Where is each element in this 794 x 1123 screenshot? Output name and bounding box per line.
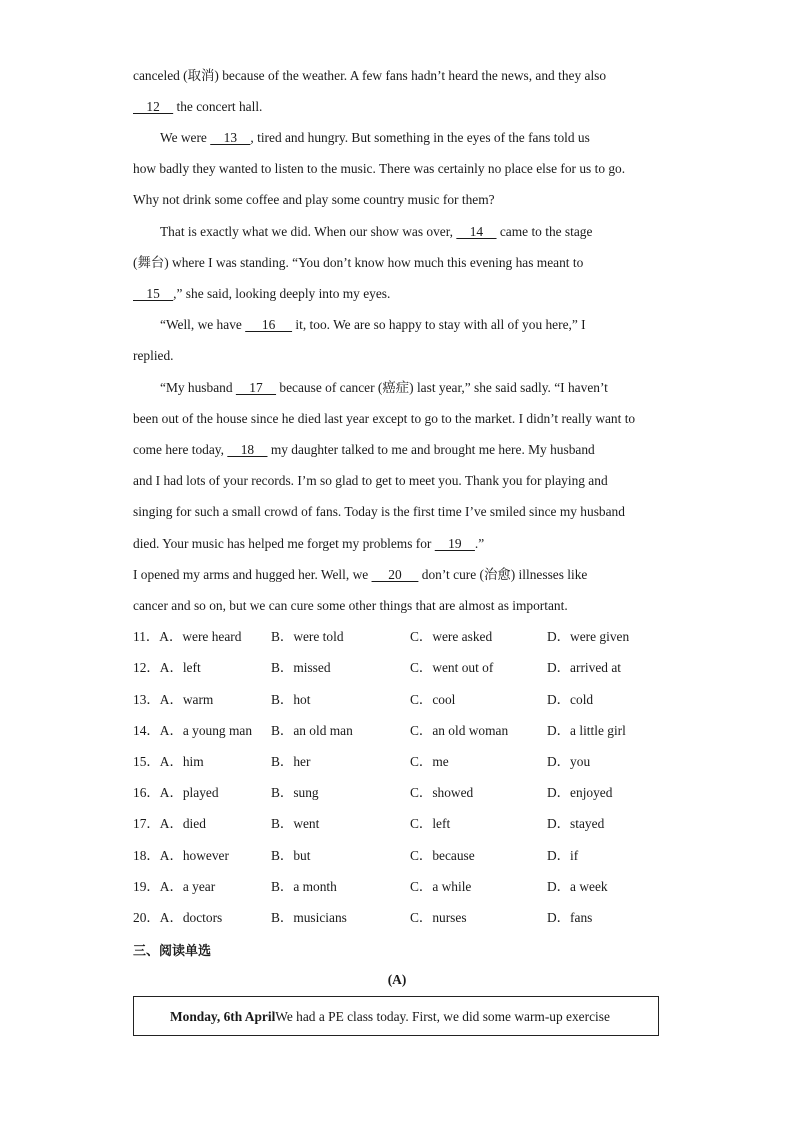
blank-15[interactable]: 15 (133, 286, 174, 301)
text: replied. (133, 348, 174, 363)
text: ,” she said, looking deeply into my eyes. (173, 286, 391, 301)
text: Why not drink some coffee and play some country music for them? (133, 192, 495, 207)
text: how badly they wanted to listen to the music. There was certainly no place else for us to go. (133, 161, 626, 176)
option-c[interactable]: C．went out of (410, 660, 494, 675)
box-body: We had a PE class today. First, we did some warm-up exercise (275, 1009, 610, 1024)
option-d[interactable]: D．stayed (547, 816, 605, 831)
passage-line (133, 441, 673, 459)
option-b[interactable]: B．went (271, 816, 320, 831)
option-c[interactable]: C．an old woman (410, 723, 509, 738)
passage-line (133, 410, 673, 428)
passage-line (160, 129, 700, 147)
passage-line (133, 347, 673, 365)
option-a[interactable]: 15．A．him (133, 754, 204, 769)
passage-line (133, 503, 673, 521)
passage-line (133, 67, 673, 85)
option-a[interactable]: 11．A．were heard (133, 629, 242, 644)
option-d[interactable]: D．a week (547, 879, 608, 894)
option-a[interactable]: 17．A．died (133, 816, 206, 831)
option-c[interactable]: C．showed (410, 785, 474, 800)
option-c[interactable]: C．left (410, 816, 451, 831)
text: died. Your music has helped me forget my problems for (133, 536, 435, 551)
passage-line (133, 472, 673, 490)
option-a[interactable]: 14．A．a young man (133, 723, 253, 738)
option-d[interactable]: D．cold (547, 692, 594, 707)
text: it, too. We are so happy to stay with all of you here,” I (292, 317, 586, 332)
passage-line (133, 191, 673, 209)
option-d[interactable]: D．arrived at (547, 660, 621, 675)
blank-17[interactable]: 17 (235, 380, 277, 395)
text: (舞台) where I was standing. “You don’t know how much this evening has meant to (133, 255, 584, 270)
text: been out of the house since he died last year except to go to the market. I didn’t really want to (133, 411, 636, 426)
passage-line (133, 597, 673, 615)
text: .” (474, 536, 485, 551)
blank-20[interactable]: 20 (371, 567, 419, 582)
option-d[interactable]: D．were given (547, 629, 630, 644)
reading-box (133, 996, 659, 1036)
text: don’t cure (治愈) illnesses like (418, 567, 588, 582)
option-a[interactable]: 12．A．left (133, 660, 201, 675)
passage-line (133, 160, 673, 178)
text: the concert hall. (173, 99, 263, 114)
box-date: Monday, 6th April (170, 1009, 276, 1024)
passage-line (133, 98, 673, 116)
section-title: 三、阅读单选 (133, 944, 212, 959)
option-b[interactable]: B．musicians (271, 910, 347, 925)
box-text (170, 1009, 610, 1025)
text: came to the stage (496, 224, 593, 239)
blank-16[interactable]: 16 (245, 317, 293, 332)
option-d[interactable]: D．if (547, 848, 579, 863)
passage-line (133, 285, 673, 303)
passage-subheading: (A) (387, 972, 407, 987)
option-a[interactable]: 20．A．doctors (133, 910, 223, 925)
option-c[interactable]: C．nurses (410, 910, 467, 925)
option-c[interactable]: C．cool (410, 692, 456, 707)
blank-12[interactable]: 12 (133, 99, 174, 114)
passage-line (160, 316, 700, 334)
text: canceled (取消) because of the weather. A few fans hadn’t heard the news, and they also (133, 68, 607, 83)
option-b[interactable]: B．sung (271, 785, 319, 800)
option-c[interactable]: C．a while (410, 879, 472, 894)
passage-line (133, 254, 673, 272)
option-c[interactable]: C．because (410, 848, 475, 863)
passage-line (160, 223, 700, 241)
text: “My husband (160, 380, 236, 395)
text: my daughter talked to me and brought me here. My husband (267, 442, 595, 457)
blank-18[interactable]: 18 (227, 442, 268, 457)
option-b[interactable]: B．hot (271, 692, 311, 707)
option-b[interactable]: B．her (271, 754, 311, 769)
option-d[interactable]: D．a little girl (547, 723, 626, 738)
text: , tired and hungry. But something in the eyes of the fans told us (250, 130, 590, 145)
option-a[interactable]: 19．A．a year (133, 879, 216, 894)
text: because of cancer (癌症) last year,” she said sadly. “I haven’t (276, 380, 608, 395)
text: come here today, (133, 442, 228, 457)
text: We were (160, 130, 211, 145)
option-d[interactable]: D．you (547, 754, 591, 769)
passage-line (160, 379, 700, 397)
blank-19[interactable]: 19 (434, 536, 475, 551)
option-a[interactable]: 18．A．however (133, 848, 229, 863)
option-c[interactable]: C．me (410, 754, 449, 769)
blank-13[interactable]: 13 (210, 130, 251, 145)
passage-line (133, 535, 673, 553)
text: That is exactly what we did. When our show was over, (160, 224, 457, 239)
text: I opened my arms and hugged her. Well, we (133, 567, 372, 582)
text: and I had lots of your records. I’m so glad to get to meet you. Thank you for playing and (133, 473, 608, 488)
option-b[interactable]: B．a month (271, 879, 337, 894)
blank-14[interactable]: 14 (456, 224, 497, 239)
passage-line (133, 566, 673, 584)
option-b[interactable]: B．an old man (271, 723, 353, 738)
option-d[interactable]: D．fans (547, 910, 593, 925)
text: singing for such a small crowd of fans. Today is the first time I’ve smiled since my husband (133, 504, 625, 519)
option-a[interactable]: 16．A．played (133, 785, 219, 800)
option-b[interactable]: B．missed (271, 660, 331, 675)
option-b[interactable]: B．but (271, 848, 311, 863)
option-d[interactable]: D．enjoyed (547, 785, 613, 800)
option-c[interactable]: C．were asked (410, 629, 493, 644)
text: “Well, we have (160, 317, 246, 332)
option-a[interactable]: 13．A．warm (133, 692, 214, 707)
option-b[interactable]: B．were told (271, 629, 344, 644)
text: cancer and so on, but we can cure some other things that are almost as important. (133, 598, 568, 613)
